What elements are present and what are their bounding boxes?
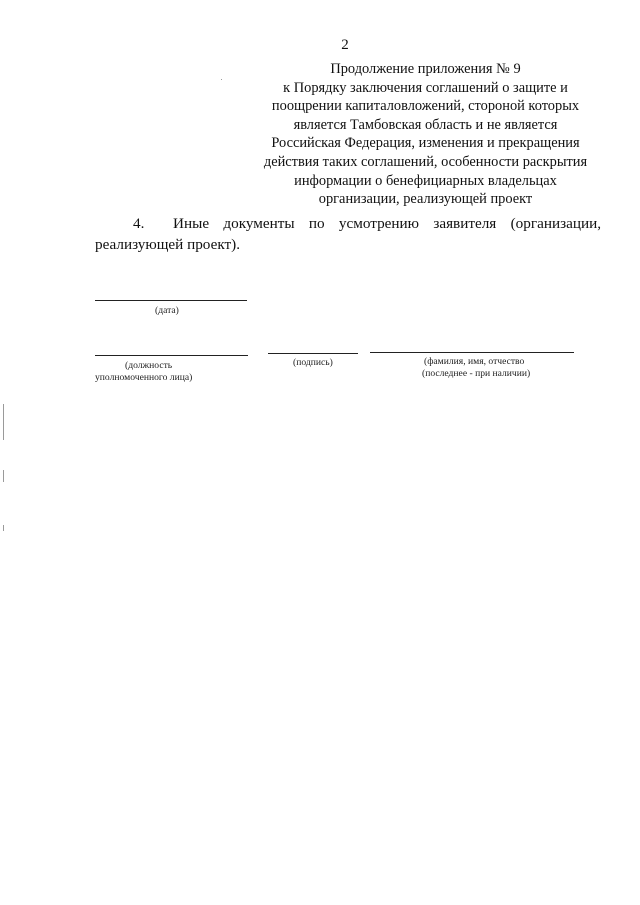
page-number: 2 <box>341 37 349 53</box>
item-text: Иные документы по усмотрению заявителя (организации, реализующей проект). <box>95 215 601 253</box>
position-signature-line <box>95 355 248 356</box>
document-item-paragraph <box>95 213 601 255</box>
scan-artifact <box>3 404 4 440</box>
full-name-signature-line <box>370 352 574 353</box>
header-line: действия таких соглашений, особенности раскрытия <box>263 153 588 170</box>
scan-artifact <box>221 79 222 80</box>
header-line: Российская Федерация, изменения и прекращения <box>271 135 580 152</box>
scan-artifact <box>3 470 4 482</box>
header-line: поощрении капиталовложений, стороной которых <box>271 98 580 115</box>
signature-line <box>268 353 358 354</box>
header-line: организации, реализующей проект <box>318 191 533 208</box>
header-line: информации о бенефициарных владельцах <box>294 172 557 189</box>
scan-artifact <box>3 525 4 531</box>
date-signature-line <box>95 300 247 301</box>
header-line: к Порядку заключения соглашений о защите и <box>283 79 568 96</box>
header-line: является Тамбовская область и не является <box>293 116 558 133</box>
header-line: Продолжение приложения № 9 <box>330 61 521 77</box>
full-name-caption-line2: (последнее - при наличии) <box>422 368 531 379</box>
date-caption: (дата) <box>155 305 179 316</box>
signature-caption: (подпись) <box>293 357 333 368</box>
position-caption-line1: (должность <box>125 360 173 371</box>
item-number: 4. <box>133 215 145 232</box>
full-name-caption-line1: (фамилия, имя, отчество <box>424 356 525 367</box>
position-caption-line2: уполномоченного лица) <box>95 372 193 383</box>
appendix-header <box>248 60 603 209</box>
